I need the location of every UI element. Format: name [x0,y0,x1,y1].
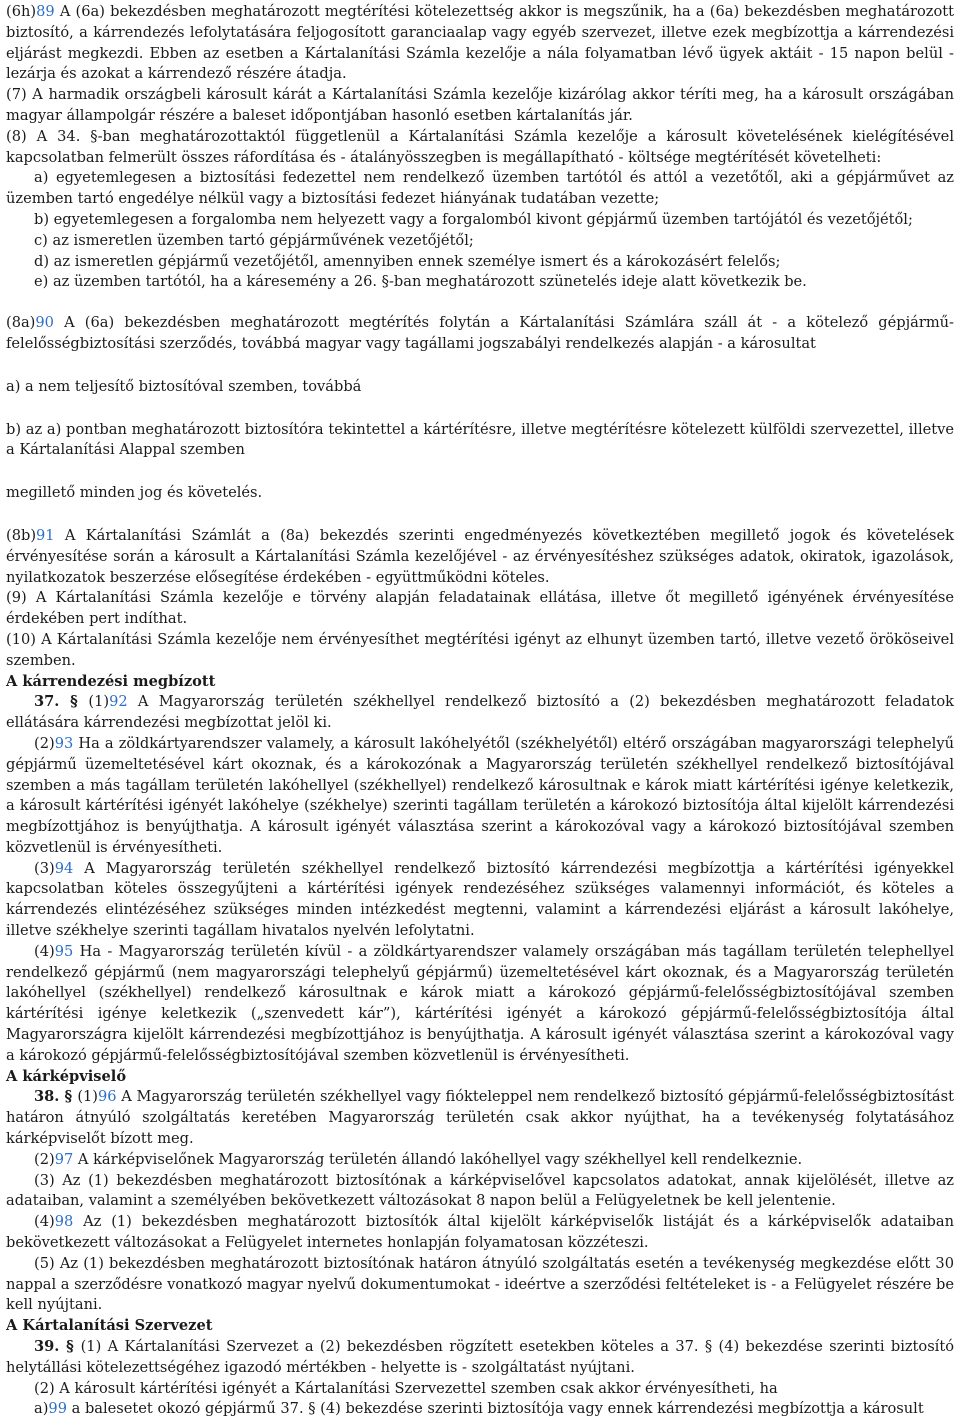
paragraph-text: Ha - Magyarország területén kívül - a zöldkártyarendszer valamely országában más tagállam területén telephellyel rendelkező gépjármű (nem magyarországi telephelyű gépjármű) üzemeltetésével kárt okoznak, és a Magyarország területén lakóhellyel (székhellyel) rendelkező károsultnak e károk miatt a károkozó gépjármű-felelősségbiztosítójával szemben kártérítési igénye keletkezik („szenvedett kár”), kártérítési igényét a károkozó gépjármű-felelősségbiztosítója által Magyarországra kijelölt kárrendezési megbízottjához is benyújthatja. A károsult igényét választása szerint a károkozóval vagy a károkozó gépjármű-felelősségbiztosítójával szemben közvetlenül is érvényesítheti. [6,942,954,1064]
paragraph-39-2: (2) A károsult kártérítési igényét a Kártalanítási Szervezettel szemben csak akkor érvényesítheti, ha [34,1379,778,1397]
paragraph-number: (3) [34,859,55,877]
paragraph-text: (1) A Kártalanítási Szervezet a (2) bekezdésben rögzített esetekben köteles a 37. § (4) bekezdése szerinti biztosító helytállási kötelezettségéhez igazodó mértékben - helyette is - szolgáltatást nyújtani. [6,1338,955,1376]
paragraph-text: A kárképviselőnek Magyarország területén állandó lakóhellyel vagy székhellyel kell rendelkeznie. [73,1150,803,1168]
footnote-ref-96[interactable]: 96 [98,1088,117,1106]
paragraph-text: a balesetet okozó gépjármű 37. § (4) bekezdése szerinti biztosítója vagy ennek kárrendezési megbízottja a károsult [66,1400,924,1418]
section-heading-kartalanitasi-szervezet: A Kártalanítási Szervezet [6,1317,213,1335]
paragraph-39-1 [6,1337,954,1379]
paragraph-text: A Kártalanítási Számlát a (8a) bekezdés szerinti engedményezés következtében megillető jogok és követelések érvényesítése során a károsult a Kártalanítási Számla kezelőjével - az érvényesítéshez szükséges adatok, okiratok, igazolások, nyilatkozatok beszerzése elősegítése érdekében - együttműködni köteles. [6,526,954,586]
paragraph-number: (4) [34,1213,55,1231]
paragraph-text: A Magyarország területén székhellyel rendelkező biztosító a (2) bekezdésben meghatározott feladatok ellátására kárrendezési megbízottat jelöl ki. [6,693,955,732]
paragraph-text: A (6a) bekezdésben meghatározott megtérítés folytán a Kártalanítási Számlára száll át - a kötelező gépjármű-felelősségbiztosítási szerződés, továbbá magyar vagy tagállami jogszabályi rendelkezés alapján - a károsultat [6,314,954,352]
footnote-ref-93[interactable]: 93 [54,734,74,752]
footnote-ref-99[interactable]: 99 [48,1400,67,1418]
list-item-8a-b: b) az a) pontban meghatározott biztosítóra tekintettel a kártérítésre, illetve megtérítésre kötelezett külföldi szervezettel, illetve a Kártalanítási Alappal szemben [6,420,954,459]
paragraph-text: A (6a) bekezdésben meghatározott megtérítési kötelezettség akkor is megszűnik, ha a (6a) bekezdésben meghatározott biztosító, a kárrendezés lefolytatására feljogosított garanciaalap vagy egyéb szervezet, illetve ezek megbízottja a kárrendezési eljárást megkezdi. Ebben az esetben a Kártalanítási Számla kezelője a nála folyamatban lévő ügyek aktáit - 15 napon belül - lezárja és azokat a kárrendező részére átadja. [6,3,954,83]
section-heading-karkepviselo: A kárképviselő [6,1067,127,1085]
paragraph-38-1 [6,1087,954,1149]
paragraph-37-4 [6,942,954,1067]
footnote-ref-89[interactable]: 89 [36,3,55,20]
paragraph-38-5: (5) Az (1) bekezdésben meghatározott biztosítónak határon átnyúló szolgáltatás esetén a tevékenység megkezdése előtt 30 nappal a szerződésre vonatkozó magyar nyelvű dokumentumokat - ideértve a szerződési feltételeket is - a Felügyelet részére be kell nyújtani. [6,1254,954,1314]
paragraph-number: (8a) [6,314,36,332]
paragraph-number: (6h) [6,3,37,20]
paragraph-8a [6,313,954,355]
paragraph-number: (1) [88,693,110,711]
list-item-8b: b) egyetemlegesen a forgalomba nem helyezett vagy a forgalomból kivont gépjármű üzemben tartójától és vezetőjétől; [34,210,913,228]
list-item-39-2a [6,1399,954,1420]
footnote-ref-95[interactable]: 95 [54,942,74,960]
list-item-8a: a) egyetemlegesen a biztosítási fedezettel nem rendelkező üzemben tartótól és attól a vezetőtől, aki a gépjárművet az üzemben tartó engedélye nélkül vagy a biztosítási fedezet hiányának tudatában vezette; [6,169,954,208]
paragraph-number: a) [34,1400,49,1418]
paragraph-text: Ha a zöldkártyarendszer valamely, a károsult lakóhelyétől (székhelyétől) eltérő országában magyarországi telephelyű gépjármű üzemeltetésével kárt okoznak, és a károkozónak a Magyarország területén székhellyel rendelkező biztosítójával szemben a más tagállam területén lakóhellyel (székhellyel) rendelkező károsultnak e károk miatt kártérítési igénye keletkezik, a károsult kártérítési igényét lakóhelye (székhelye) szerinti tagállam területén a károkozó biztosítója által kijelölt kárrendezési megbízottjához is benyújthatja. A károsult igényét választása szerint a károkozóval vagy a károkozó biztosítójával szemben közvetlenül is érvényesítheti. [6,734,954,856]
paragraph-text: A Magyarország területén székhellyel vagy fiókteleppel nem rendelkező biztosító gépjármű-felelősségbiztosítást határon átnyúló szolgáltatás keretében Magyarország területén csak akkor nyújthat, ha a tevékenység folytatásához kárképviselőt bízott meg. [6,1088,954,1148]
paragraph-37-1 [6,692,954,734]
section-number: 38. § [34,1088,78,1106]
list-item-8c: c) az ismeretlen üzemben tartó gépjárművének vezetőjétől; [34,231,474,249]
footnote-ref-91[interactable]: 91 [36,526,55,544]
paragraph-10: (10) A Kártalanítási Számla kezelője nem érvényesíthet megtérítési igényt az elhunyt üzemben tartó, illetve vezető örököseivel szemben. [6,630,954,669]
paragraph-37-2 [6,734,954,859]
paragraph-text: A Magyarország területén székhellyel rendelkező biztosító kárrendezési megbízottja a kártérítési igényekkel kapcsolatban köteles összegyűjteni a kártérítési igények rendezéséhez szükséges valamennyi információt, és köteles a kárrendezés elintézéséhez szükséges minden intézkedést megtenni, valamint a kárrendezési eljárást a károsult lakóhelye, illetve székhelye szerinti tagállam hivatalos nyelvén lefolytatni. [6,859,954,940]
section-number: 37. § [34,693,89,711]
footnote-ref-94[interactable]: 94 [54,859,74,877]
paragraph-number: (1) [77,1088,99,1106]
paragraph-number: (2) [34,1150,55,1168]
paragraph-38-2 [6,1150,954,1171]
paragraph-number: (2) [34,734,55,752]
list-item-8e: e) az üzemben tartótól, ha a káresemény a 26. §-ban meghatározott szünetelés ideje alatt következik be. [34,273,807,291]
paragraph-8a-end: megillető minden jog és követelés. [6,484,263,502]
footnote-ref-97[interactable]: 97 [54,1150,74,1168]
section-heading-karrendezesi-megbizott: A kárrendezési megbízott [6,672,216,690]
paragraph-38-3: (3) Az (1) bekezdésben meghatározott biztosítónak a kárképviselővel kapcsolatos adatokat, annak kijelölését, illetve az adataiban, valamint a személyében bekövetkezett változásokat 8 napon belül a Felügyeletnek be kell jelentenie. [6,1171,954,1210]
paragraph-8: (8) A 34. §-ban meghatározottaktól függetlenül a Kártalanítási Számla kezelője a károsult követelésének kielégítésével kapcsolatban felmerült összes ráfordítása és - átalányösszegben is megállapítható - költsége megtérítését követelheti: [6,127,954,166]
paragraph-number: (4) [34,942,55,960]
section-number: 39. § [34,1338,81,1356]
paragraph-6h [6,2,954,85]
footnote-ref-92[interactable]: 92 [109,693,128,711]
paragraph-text: Az (1) bekezdésben meghatározott biztosítók által kijelölt kárképviselők listáját és a kárképviselők adataiban bekövetkezett változásokat a Felügyelet internetes honlapján folyamatosan közzéteszi. [6,1213,954,1252]
paragraph-37-3 [6,859,954,942]
paragraph-38-4 [6,1212,954,1254]
paragraph-7: (7) A harmadik országbeli károsult kárát a Kártalanítási Számla kezelője kizárólag akkor téríti meg, ha a károsult országában magyar állampolgár részére a baleset időpontjában hasonló esetben kártalanítás jár. [6,86,954,124]
paragraph-9: (9) A Kártalanítási Számla kezelője e törvény alapján feladatainak ellátása, illetve őt megillető igényének érvényesítése érdekében pert indíthat. [6,589,954,628]
paragraph-8b [6,526,954,588]
list-item-8a-a: a) a nem teljesítő biztosítóval szemben, továbbá [6,377,362,395]
list-item-8d: d) az ismeretlen gépjármű vezetőjétől, amennyiben ennek személye ismert és a károkozásért felelős; [34,252,781,270]
paragraph-number: (8b) [6,526,37,544]
footnote-ref-98[interactable]: 98 [54,1213,74,1231]
footnote-ref-90[interactable]: 90 [35,314,54,332]
